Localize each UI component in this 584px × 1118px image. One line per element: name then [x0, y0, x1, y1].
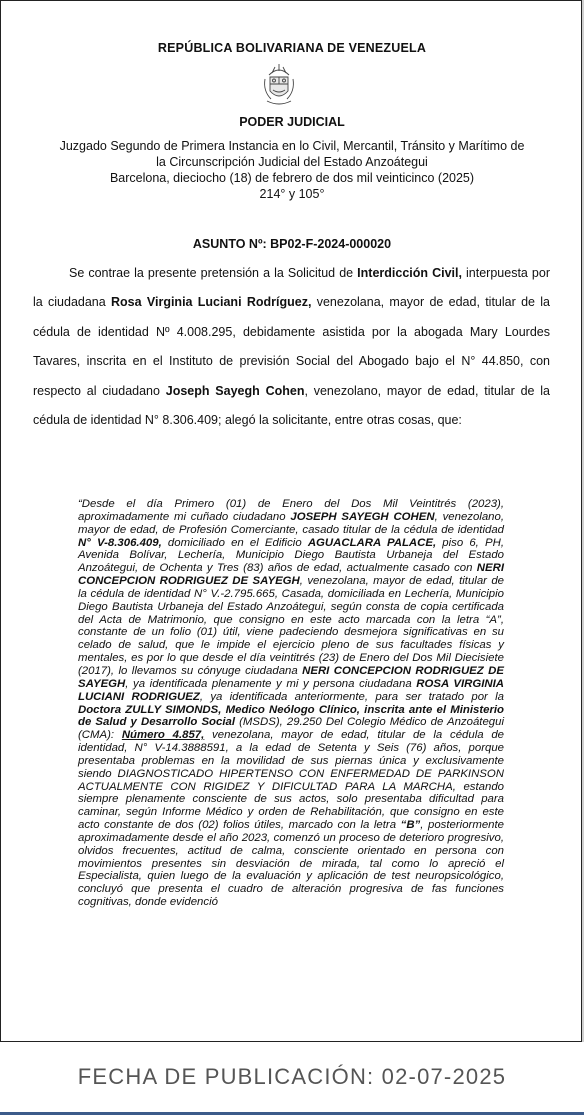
quote-run-bold: Doctora ZULLY SIMONDS, Medico Neólogo Clínico, inscrita ante el Ministerio de Salud y Desarrollo Social — [78, 703, 504, 729]
quote-run: domiciliado en el Edificio — [161, 536, 308, 549]
footer-divider — [0, 1112, 584, 1115]
court-heading — [1, 138, 583, 202]
text-run: interpuesta por la ciudadana — [33, 266, 550, 310]
quote-run-bold: AGUACLARA PALACE, — [307, 536, 437, 549]
quote-run-bold: NERI CONCEPCION RODRIGUEZ DE SAYEGH — [78, 562, 504, 588]
quote-run: , ya identificada plenamente y mi y persona ciudadana — [125, 677, 417, 690]
quote-run-bold: JOSEPH SAYEGH COHEN — [290, 510, 435, 523]
text-run-bold: Joseph Sayegh Cohen — [165, 383, 305, 398]
text-run-bold: Rosa Virginia Luciani Rodríguez, — [111, 295, 312, 310]
text-run: Se contrae la presente pretensión a la Solicitud de — [69, 266, 358, 280]
quote-run-bold: NERI CONCEPCION RODRIGUEZ DE SAYEGH — [78, 664, 504, 690]
republic-title: REPÚBLICA BOLIVARIANA DE VENEZUELA — [157, 41, 427, 55]
quote-run: , posteriormente aproximadamente desde el año 2023, comenzó un proceso de deterioro progresivo, olvidos frecuentes, actitud de calma, consciente orientado en persona con movimientos presentes sin desviación de mirada, tal como lo apreció el Especialista, quien luego de la evaluación y aplicación de test neuropsicológico, concluyó que presenta el cuadro de alteración progresiva de fas funciones cognitivas, donde evidenció — [78, 819, 504, 909]
court-line: Juzgado Segundo de Primera Instancia en lo Civil, Mercantil, Tránsito y Marítimo de — [59, 139, 525, 153]
body-paragraph — [33, 259, 550, 435]
publication-date: FECHA DE PUBLICACIÓN: 02-07-2025 — [77, 1064, 507, 1089]
quote-run: , venezolano, mayor de edad, de Profesión Comerciante, casado titular de la cédula de identidad — [78, 510, 505, 536]
quote-run-bold: ROSA VIRGINIA LUCIANI RODRIGUEZ — [78, 677, 504, 703]
court-date-line: Barcelona, dieciocho (18) de febrero de dos mil veinticinco (2025) — [109, 171, 475, 185]
quote-run-bold: “B” — [400, 819, 421, 832]
quoted-allegation — [78, 498, 504, 909]
judicial-branch: PODER JUDICIAL — [239, 115, 345, 129]
quote-run: venezolana, mayor de edad, titular de la cédula de identidad, N° V-14.3888591, a la edad de Setenta y Seis (76) años, porque presentaba problemas en la movilidad de sus piernas única y exclusivamente siendo DIAGNOSTICADO HIPERTENSO CON ENFERMEDAD DE PARKINSON ACTUALMENTE CON RIGIDEZ Y DIFICULTAD PARA LA MARCHA, estando siempre plenamente consciente de sus actos, solo presentaba dificultad para caminar, según Informe Médico y orden de Rehabilitación, que consigno en este acto constante de dos (02) folios útiles, marcado con la letra — [78, 729, 504, 832]
quote-run: “Desde el día Primero (01) de Enero del Dos Mil Veintitrés (2023), aproximadamente mi cuñado ciudadano — [78, 498, 504, 523]
court-line: la Circunscripción Judicial del Estado Anzoátegui — [156, 155, 428, 169]
court-years-line: 214° y 105° — [259, 187, 325, 201]
text-run: venezolana, mayor de edad, titular de la cédula de identidad Nº 4.008.295, debidamente asistida por la abogada Mary Lourdes Tavares, inscrita en el Instituto de previsión Social del Abogado bajo el N° 44.850, con respecto al ciudadano — [33, 295, 550, 398]
quote-run-bold: N° V-8.306.409, — [78, 536, 162, 549]
coat-of-arms-icon — [261, 61, 297, 109]
quote-run: piso 6, PH, Avenida Bolívar, Lechería, Municipio Diego Bautista Urbaneja del Estado Anzoátegui, de Ochenta y Tres (83) años de edad, actualmente casado con — [78, 536, 504, 575]
case-number: ASUNTO Nº: BP02-F-2024-000020 — [192, 237, 392, 251]
quote-run-bold-underlined: Número 4.857, — [121, 729, 205, 742]
quote-run: (MSDS), 29.250 Del Colegio Médico de Anzoátegui (CMA): — [78, 716, 504, 742]
quote-run: , venezolana, mayor de edad, titular de la cédula de identidad N° V.-2.795.665, Casada, domiciliada en Lechería, Municipio Diego Bautista Urbaneja del Estado Anzoátegui, según consta de copia certificada del Acta de Matrimonio, que consigno en este acto marcada con la letra “A”, constante de un folio (01) útil, viene padeciendo desmejora significativas en su celado de salud, que le impide el ejercicio pleno de sus facultades físicas y mentales, es por lo que desde el día veintitrés (23) de Enero del Dos Mil Diecisiete (2017), lo llevamos su cónyuge ciudadana — [78, 575, 504, 677]
text-run: , venezolano, mayor de edad, titular de la cédula de identidad N° 8.306.409; alegó la solicitante, entre otras cosas, que: — [33, 383, 551, 428]
quote-run: , ya identificada anteriormente, para ser tratado por la — [199, 690, 504, 703]
text-run-bold: Interdicción Civil, — [357, 266, 462, 280]
